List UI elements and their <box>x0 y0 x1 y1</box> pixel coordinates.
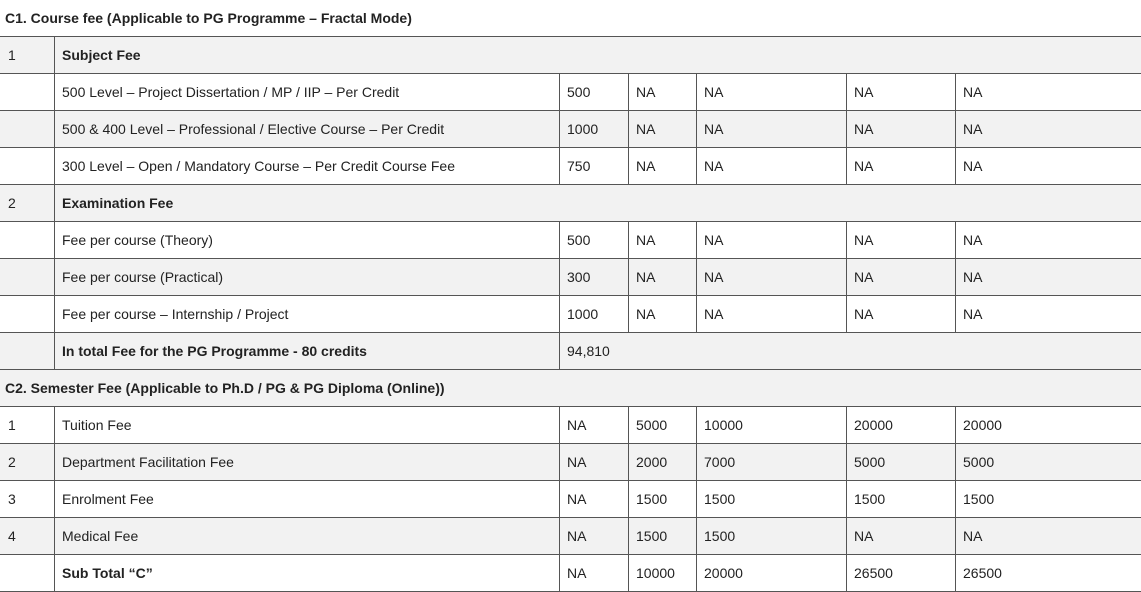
value-cell: NA <box>847 518 956 555</box>
row-number <box>0 74 55 111</box>
section-title-row <box>0 370 1141 407</box>
row-number: 1 <box>0 407 55 444</box>
value-cell: NA <box>697 111 847 148</box>
value-cell: 10000 <box>697 407 847 444</box>
row-number <box>0 222 55 259</box>
value-cell: 1500 <box>697 518 847 555</box>
group-heading: Subject Fee <box>55 37 1141 74</box>
value-cell: NA <box>697 74 847 111</box>
value-cell: NA <box>956 296 1141 333</box>
value-cell: NA <box>847 111 956 148</box>
row-number: 2 <box>0 185 55 222</box>
value-cell: NA <box>847 296 956 333</box>
table-row <box>0 518 1141 555</box>
value-cell: NA <box>560 555 629 592</box>
table-row <box>0 222 1141 259</box>
value-cell: NA <box>956 148 1141 185</box>
row-label: 500 & 400 Level – Professional / Elective Course – Per Credit <box>55 111 560 148</box>
value-cell: NA <box>956 111 1141 148</box>
row-label: Department Facilitation Fee <box>55 444 560 481</box>
value-cell: NA <box>847 259 956 296</box>
row-label: 300 Level – Open / Mandatory Course – Per Credit Course Fee <box>55 148 560 185</box>
value-cell: 20000 <box>847 407 956 444</box>
value-cell: NA <box>560 407 629 444</box>
value-cell: 10000 <box>629 555 697 592</box>
value-cell: NA <box>629 74 697 111</box>
value-cell: NA <box>956 518 1141 555</box>
value-cell: 1500 <box>697 481 847 518</box>
table-row <box>0 407 1141 444</box>
value-cell: NA <box>629 296 697 333</box>
table-row <box>0 481 1141 518</box>
table-row <box>0 296 1141 333</box>
row-label: Tuition Fee <box>55 407 560 444</box>
value-cell: 1000 <box>560 296 629 333</box>
value-cell: 1500 <box>956 481 1141 518</box>
row-label: 500 Level – Project Dissertation / MP / IIP – Per Credit <box>55 74 560 111</box>
value-cell: 500 <box>560 222 629 259</box>
value-cell: NA <box>956 74 1141 111</box>
row-label: Fee per course (Theory) <box>55 222 560 259</box>
row-number <box>0 111 55 148</box>
value-cell: 1000 <box>560 111 629 148</box>
row-label: Fee per course – Internship / Project <box>55 296 560 333</box>
group-heading: Examination Fee <box>55 185 1141 222</box>
table-row <box>0 444 1141 481</box>
value-cell: 2000 <box>629 444 697 481</box>
row-number: 2 <box>0 444 55 481</box>
table-row <box>0 259 1141 296</box>
value-cell: NA <box>560 444 629 481</box>
value-cell: 5000 <box>956 444 1141 481</box>
subtotal-label: Sub Total “C” <box>55 555 560 592</box>
value-cell: 500 <box>560 74 629 111</box>
value-cell: NA <box>956 259 1141 296</box>
value-cell: 1500 <box>629 518 697 555</box>
value-cell: 26500 <box>956 555 1141 592</box>
row-number: 1 <box>0 37 55 74</box>
group-heading-row <box>0 37 1141 74</box>
row-number <box>0 296 55 333</box>
value-cell: NA <box>697 296 847 333</box>
value-cell: 20000 <box>956 407 1141 444</box>
value-cell: 1500 <box>847 481 956 518</box>
value-cell: NA <box>629 111 697 148</box>
value-cell: NA <box>560 481 629 518</box>
value-cell: NA <box>847 222 956 259</box>
value-cell: NA <box>697 222 847 259</box>
row-number <box>0 148 55 185</box>
value-cell: NA <box>629 148 697 185</box>
value-cell: 300 <box>560 259 629 296</box>
value-cell: 5000 <box>629 407 697 444</box>
table-row <box>0 148 1141 185</box>
table-row <box>0 111 1141 148</box>
value-cell: 750 <box>560 148 629 185</box>
value-cell: NA <box>697 148 847 185</box>
total-row <box>0 333 1141 370</box>
total-value: 94,810 <box>560 333 1141 370</box>
value-cell: 1500 <box>629 481 697 518</box>
value-cell: NA <box>956 222 1141 259</box>
total-label: In total Fee for the PG Programme - 80 credits <box>55 333 560 370</box>
section-title-row <box>0 0 1141 37</box>
section-title: C1. Course fee (Applicable to PG Programme – Fractal Mode) <box>0 0 1141 37</box>
value-cell: 20000 <box>697 555 847 592</box>
subtotal-row <box>0 555 1141 592</box>
value-cell: 7000 <box>697 444 847 481</box>
row-label: Medical Fee <box>55 518 560 555</box>
group-heading-row <box>0 185 1141 222</box>
row-number <box>0 333 55 370</box>
row-number: 4 <box>0 518 55 555</box>
value-cell: NA <box>629 259 697 296</box>
value-cell: NA <box>629 222 697 259</box>
table-row <box>0 74 1141 111</box>
section-title: C2. Semester Fee (Applicable to Ph.D / PG & PG Diploma (Online)) <box>0 370 1141 407</box>
row-number <box>0 259 55 296</box>
value-cell: 5000 <box>847 444 956 481</box>
row-number <box>0 555 55 592</box>
value-cell: NA <box>847 148 956 185</box>
value-cell: NA <box>697 259 847 296</box>
row-number: 3 <box>0 481 55 518</box>
value-cell: NA <box>560 518 629 555</box>
value-cell: 26500 <box>847 555 956 592</box>
row-label: Enrolment Fee <box>55 481 560 518</box>
value-cell: NA <box>847 74 956 111</box>
row-label: Fee per course (Practical) <box>55 259 560 296</box>
